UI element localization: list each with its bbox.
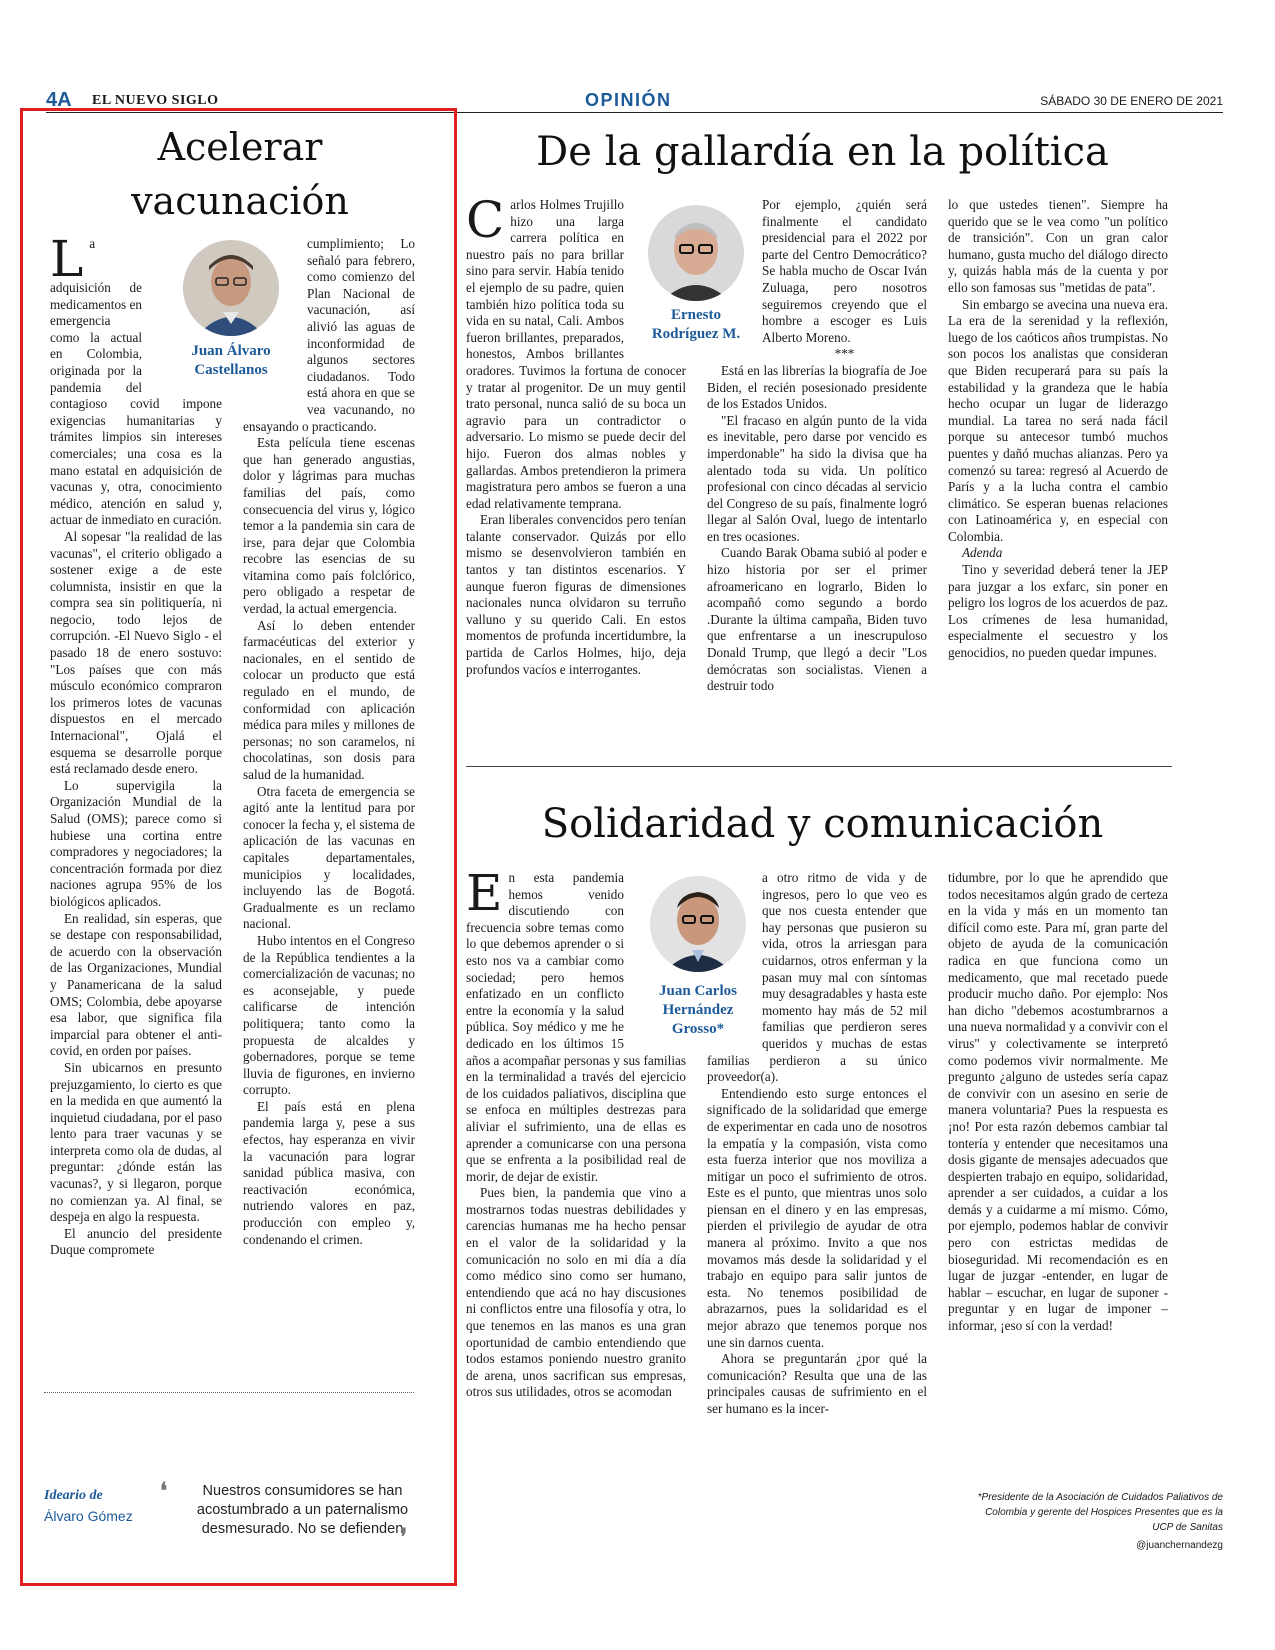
article2-headline: De la gallardía en la política	[536, 129, 1109, 175]
author-line-1: Juan Álvaro	[191, 343, 271, 359]
paragraph: Cuando Barak Obama subió al poder e hizo historia por ser el primer afroamericano en lograrlo, Biden lo acompañó como segundo a bordo .Durante la última campaña, Biden tuvo que enfrentarse a un inescrupuloso Donald Trump, que llegó a decir "Los demócratas son socialistas. Vienen a destruir todo	[707, 545, 927, 694]
paragraph: Sin embargo se avecina una nueva era. La era de la serenidad y la reflexión, luego de los caóticos años trumpistas. No son pocos los analistas que consideran que Biden recuperará para su país la estabilidad y la grandeza que le había hecho ocupar un lugar de liderazgo mundial. La tarea no será nada fácil porque su antecesor tumbó muchos puentes y dañó muchas alianzas. Pero ya comenzó su tarea: regresó al Acuerdo de París y a la lucha contra el cambio climático. Se esperan buenas relaciones con Latinoamérica y, en especial con Colombia.	[948, 296, 1168, 544]
paragraph: arlos Holmes Trujillo hizo una larga carrera política en nuestro país no para brillar sino para servir. Había tenido el ejemplo de su padre, quien también hizo política toda su vida en su natal, Cali. Ambos fueron brillantes, preparados, honestos, Ambos brillantes oradores. Tuvimos la fortuna de conocer y tratar al progenitor. De un muy gentil trato personal, nunca salió de su boca un agravio para un contradictor o adversario. Lo mismo se puede decir del hijo. Fueron dos almas nobles y gallardas. Ambos pretendieron la primera magistratura pero ambos se fueron a una edad relativamente temprana.	[466, 197, 686, 511]
article-divider	[466, 766, 1172, 767]
separator-stars: ***	[834, 346, 855, 362]
paragraph: Esta película tiene escenas que han generado angustias, dolor y lágrimas para muchas familias del país, como consecuencia del virus y, lógico temor a la pandemia sin cara de irse, para dejar que Colombia recobre las esencias de su vitamina como país folclórico, pero obligado a respetar de verdad, la actual emergencia.	[243, 435, 415, 617]
author-footnote: *Presidente de la Asociación de Cuidados Paliativos de Colombia y gerente del Hospices Presentes que es la UCP de Sanitas	[977, 1492, 1223, 1533]
paragraph: En realidad, sin esperas, que se destape con responsabilidad, de acuerdo con la observación de las Organizaciones, Mundial y Panamericana de la salud OMS; Colombia, debe apoyarse esa labor, que significa fila imparcial para obtener el anti-covid, en orden por países.	[50, 910, 222, 1059]
article2-column-1	[466, 197, 686, 735]
paragraph: Eran liberales convencidos pero tenían talante conservador. Quizás por ello mismo se desenvolvieron también en tantos y tan distintos escenarios. Y aunque fueron figuras de dimensiones nacionales nunca olvidaron su terruño valluno y su querido Cali. En estos momentos de profunda incertidumbre, la partida de Carlos Holmes, hijo, deja profundos vacíos e interrogantes.	[466, 512, 686, 677]
article1-column-2	[243, 236, 415, 1370]
author-line-1: Ernesto	[671, 307, 721, 323]
paragraph: Ahora se preguntarán ¿por qué la comunicación? Resulta que una de las principales causas de sufrimiento en el ser humano es la incer-	[707, 1351, 927, 1416]
paragraph: El país está en plena pandemia larga y, pese a sus efectos, hay esperanza en vivir la vacunación para lograr sanidad pública masiva, con reactivación económica, nutriendo valores en paz, producción con empleo y, condenando el crimen.	[243, 1098, 415, 1247]
article3-headline: Solidaridad y comunicación	[541, 801, 1104, 847]
paragraph: Así lo deben entender farmacéuticas del exterior y nacionales, en el sentido de colocar un producto que está regulado en el mundo, de conformidad con aplicación médica para miles y millones de personas; no son caramelos, ni chocolatinas, son dosis para salud de la humanidad.	[243, 617, 415, 782]
page-number: 4A	[46, 89, 72, 111]
adenda-label: Adenda	[962, 545, 1003, 561]
paragraph: Está en las librerías la biografía de Joe Biden, el recién posesionado presidente de los Estados Unidos.	[707, 362, 927, 412]
article2-column-2	[707, 197, 927, 735]
paragraph: "El fracaso en algún punto de la vida es inevitable, pero darse por vencido es imperdonable" ha sido la divisa que ha alentado toda su vida. Un político profesional con cinco décadas al servicio del Congreso de su país, finalmente logró llegar al Salón Oval, luego de intentarlo en tres ocasiones.	[707, 412, 927, 544]
article3-column-2	[707, 870, 927, 1480]
dropcap: E	[466, 870, 503, 922]
author-line-3: Grosso*	[671, 1021, 725, 1037]
paragraph: Hubo intentos en el Congreso de la República tendientes a la comercialización de vacunas; no es aconsejable, y puede calificarse de intención politiquera; tanto como la propuesta de alcaldes y gobernadores, porque se teme lluvia de figurones, en invierno corrupto.	[243, 932, 415, 1098]
paragraph: Tino y severidad deberá tener la JEP para juzgar a los exfarc, sin poner en peligro los logros de los acuerdos de paz. Los crímenes de lesa humanidad, especialmente el secuestro y los genocidios, no pueden quedar impunes.	[948, 562, 1168, 661]
newspaper-name: EL NUEVO SIGLO	[92, 93, 219, 108]
dropcap: L	[50, 236, 84, 288]
headline-line-2: vacunación	[131, 179, 349, 223]
paragraph: lo que ustedes tienen". Siempre ha querido que se le vea como "un político de transición". Con un gran calor humano, gusta mucho del diálogo directo y, quizás habla más de la cuenta y por ello son famosas sus "metidas de pata".	[948, 197, 1168, 295]
issue-date: SÁBADO 30 DE ENERO DE 2021	[1040, 94, 1223, 108]
ideario-divider	[44, 1392, 414, 1393]
headline-line-1: Acelerar	[157, 125, 323, 169]
paragraph: a adquisición de medicamentos en emergencia como la actual en Colombia, originada por la pandemia del contagioso covid impone exigencias humanitarias y trámites limpios sin intereses comerciales; una cosa es la mano estatal en adquisición de vacunas y, otra, conocimiento médico, atención en salud y, actuar de inmediato en curación.	[50, 236, 222, 528]
ideario-title: Ideario de	[44, 1488, 103, 1503]
paragraph: Lo supervigila la Organización Mundial de la Salud (OMS); parece como si hubiese una cortina entre compradores y negociadores; la concentración formada por diez naciones agrupa 95% de los biológicos aplicados.	[50, 777, 222, 909]
article1-column-1	[50, 236, 222, 1370]
paragraph: a otro ritmo de vida y de ingresos, pero lo que veo es que nos cuesta entender que hay personas que pusieron su vida, otros la arriesgan para cuidarnos, otros enferman y la pasan muy mal con síntomas muy desagradables y hasta este momento hay más de 52 mil familias que perdieron seres queridos y muchas de estas familias perdieron a su único proveedor(a).	[707, 870, 927, 1085]
paragraph: Otra faceta de emergencia se agitó ante la lentitud para por conocer la fecha y, el sistema de aplicación de las vacunas en capitales departamentales, municipios y localidades, incluyendo las de Bogotá. Gradualmente es un reclamo nacional.	[243, 783, 415, 932]
paragraph: n esta pandemia hemos venido discutiendo con frecuencia sobre temas como lo que debemos aprender o si esto nos va a cambiar como sociedad; pero hemos enfatizado en un conflicto entre la economía y la salud pública. Soy médico y me he dedicado en los últimos 15 años a acompañar personas y sus familias en la terminalidad a través del ejercicio de los cuidados paliativos, disciplina que se enfoca en múltiples destrezas para aliviar el sufrimiento, una de ellas es aprender a comunicarse con una persona que se enfrenta a la posibilidad real de morir, de dejar de existir.	[466, 870, 686, 1184]
dropcap: C	[466, 197, 505, 249]
author-line-2: Rodríguez M.	[651, 326, 741, 342]
paragraph: Pues bien, la pandemia que vino a mostrarnos todas nuestras debilidades y carencias humanas me ha hecho pensar en el valor de la solidaridad y la comunicación no solo en mi día a día como médico sino como ser humano, entendiendo que acá no hay discusiones ni conflictos entre una filosofía y otra, lo que tenemos en las manos es una gran oportunidad de cambio entendiendo que todos estamos poniendo nuestro granito de arena, unos sacrifican sus empresas, otros sus utilidades, otros se acomodan	[466, 1185, 686, 1400]
author-handle: @juanchernandezg	[1136, 1540, 1223, 1551]
article3-column-1	[466, 870, 686, 1480]
section-title: OPINIÓN	[585, 90, 672, 110]
paragraph: Entendiendo esto surge entonces el significado de la solidaridad que emerge de experimentar en cada uno de nosotros la empatía y la compasión, vista como esta fuerza interior que nos moviliza a mitigar un poco el sufrimiento de otros. Este es el punto, que mientras unos solo piensan en el dinero y en las empresas, pierden el privilegio de ayudar de otra manera al próximo. Invito a que nos movamos más desde la solidaridad y el trabajo en equipo para salir juntos de esta. No tenemos posibilidad de abrazarnos, pues la solidaridad es el mejor abrazo que tenemos porque nos une sin darnos cuenta.	[707, 1085, 927, 1350]
close-quote-icon: ❜	[400, 1524, 408, 1550]
paragraph: Sin ubicarnos en presunto prejuzgamiento, lo cierto es que en la medida en que aumentó la inquietud ciudadana, por el paso lento para traer vacunas y se interpreta como ola de dudas, al preguntar: ¿dónde están las vacunas?, y si llegaron, porque no comienzan ya. Al final, se despeja en algo la respuesta.	[50, 1059, 222, 1225]
author-line-2: Hernández	[662, 1002, 734, 1018]
paragraph: cumplimiento; Lo señaló para febrero, como comienzo del Plan Nacional de vacunación, así alivió las aguas de inconformidad de algunos sectores ciudadanos. Todo está ahora en que se vea vacunando, no ensayando o practicando.	[243, 236, 415, 434]
ideario-name: Álvaro Gómez	[44, 1508, 133, 1524]
article1-headline	[40, 120, 440, 228]
ideario-quote: Nuestros consumidores se han acostumbrado a un paternalismo desmesurado. No se defienden	[196, 1483, 409, 1537]
paragraph: tidumbre, por lo que he aprendido que todos necesitamos algún grado de certeza en la vida y más en un momento tan difícil como este. Para mí, gran parte del objeto de ayuda de la comunicación radica en que funciona como un medicamento, que mal recetado puede producir mucho daño. Por ejemplo: Nos han dicho "debemos acostumbrarnos a una nueva normalidad y a convivir con el virus" y colectivamente se interpretó como podemos vivir normalmente. Me pregunto ¿alguno de ustedes sería capaz de convivir con un asesino en serie de manera voluntaria? Pues la respuesta es ¡no! Por esta razón debemos cambiar tal tontería y entender que necesitamos una dosis gigante de mensajes adecuados que despierten trabajo en equipo, solidaridad, aprender a ser cuidados, a cuidar a los demás y a cuidarme a mí mismo. Cómo, por ejemplo, podemos hablar de convivir pero con estrictas medidas de bioseguridad. Mi recomendación es en lugar de juzgar -entender, en lugar de hablar – escuchar, en lugar de suponer -preguntar y en lugar de imponer – informar, ¡eso sí con la verdad!	[948, 870, 1168, 1334]
author-line-1: Juan Carlos	[659, 983, 737, 999]
author-line-2: Castellanos	[194, 362, 268, 378]
article2-column-3	[948, 197, 1168, 735]
article3-column-3	[948, 870, 1168, 1430]
paragraph: El anuncio del presidente Duque compromete	[50, 1225, 222, 1258]
paragraph: Por ejemplo, ¿quién será finalmente el candidato presidencial para el 2022 por parte del Centro Democrático? Se habla mucho de Oscar Iván Zuluaga, pero nosotros seguiremos creyendo que el hombre a escoger es Luis Alberto Moreno.	[762, 197, 927, 345]
paragraph: Al sopesar "la realidad de las vacunas", el criterio obligado a sostener exige a de este columnista, insistir en que la compra sea sin politiquería, ni negocio, todo lejos de corrupción. -El Nuevo Siglo - el pasado 18 de enero sostuvo: "Los países que con más músculo económico compraron los primeros lotes de vacunas dispuestos en el mercado Internacional", Ojalá el esquema se desarrolle porque está reclamado desde enero.	[50, 528, 222, 777]
open-quote-icon: ❛	[160, 1478, 168, 1504]
